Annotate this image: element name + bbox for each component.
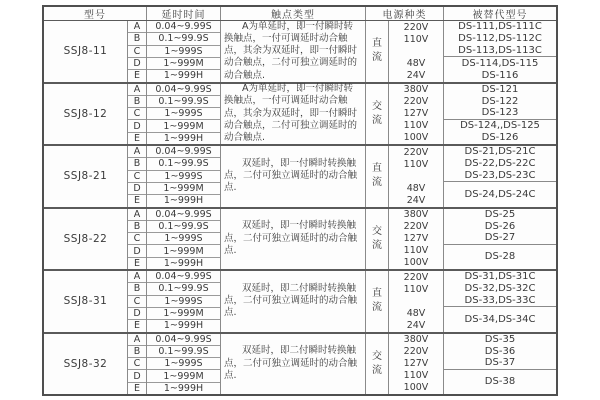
delay-time: 1~999M [147, 245, 220, 257]
delay-time: 0.1~99.9S [147, 33, 220, 45]
voltage: 100V [403, 257, 429, 269]
delay-time: 0.04~9.99S [147, 21, 220, 33]
replaced-models-lower [444, 307, 556, 331]
variant-letter: C [128, 233, 146, 245]
replaced-model: DS-111,DS-111C [458, 21, 542, 33]
variant-letter-column [128, 334, 147, 395]
delay-time: 0.04~9.99S [147, 334, 220, 346]
voltage [389, 45, 443, 57]
contact-type-text: A为单延时，即一付瞬时转换触点，一付可调延时动合触点，其余为双延时，即一付瞬时动合触点，二付可独立调延时的动合触点. [224, 20, 358, 81]
variant-letter-column [128, 146, 147, 207]
power-kind-label: 直流 [372, 38, 382, 64]
voltage: 110V [403, 283, 429, 295]
replaced-models-column [444, 84, 556, 145]
replaced-model: DS-34,DS-34C [464, 313, 536, 325]
voltage: 48V [406, 57, 426, 69]
variant-letter: C [128, 46, 146, 58]
voltage: 127V [403, 233, 429, 245]
delay-time-column [147, 209, 221, 270]
delay-time: 1~999S [147, 233, 220, 245]
delay-time: 0.1~99.9S [147, 158, 220, 170]
voltage: 48V [406, 182, 426, 194]
variant-letter: B [128, 33, 146, 45]
variant-letter-column [128, 209, 147, 270]
replaced-model: DS-37 [484, 357, 516, 369]
voltage: 24V [406, 69, 426, 81]
power-kind-label: 直流 [372, 163, 382, 189]
variant-letter: C [128, 108, 146, 120]
replaced-models-lower [444, 57, 556, 81]
variant-letter: D [128, 120, 146, 132]
voltage [389, 295, 443, 307]
group-ssj8-21 [44, 144, 556, 207]
power-kind-cell [366, 84, 389, 145]
voltage: 24V [406, 319, 426, 331]
variant-letter: A [128, 146, 146, 158]
variant-letter-column [128, 21, 147, 82]
delay-time: 0.04~9.99S [147, 271, 220, 283]
power-kind-cell [366, 271, 389, 332]
header-delay-time: 延时时间 [147, 7, 221, 20]
delay-time: 0.04~9.99S [147, 84, 220, 96]
replaced-model: DS-24,DS-24C [464, 188, 536, 200]
delay-time: 0.1~99.9S [147, 96, 220, 108]
variant-letter: D [128, 183, 146, 195]
delay-time: 1~999S [147, 296, 220, 308]
delay-time: 1~999S [147, 171, 220, 183]
voltage: 220V [403, 271, 429, 283]
replaced-model: DS-32,DS-32C [464, 283, 536, 295]
voltage: 110V [403, 33, 429, 45]
replaced-models-column [444, 146, 556, 207]
delay-time: 0.04~9.99S [147, 209, 220, 221]
replaced-model: DS-21,DS-21C [464, 146, 536, 158]
variant-letter: E [133, 195, 140, 207]
contact-type-description [221, 21, 366, 82]
variant-letter: E [133, 132, 140, 144]
group-ssj8-11 [44, 21, 556, 82]
contact-type-description [221, 84, 366, 145]
voltage [389, 170, 443, 182]
replaced-models-lower [444, 370, 556, 394]
model-name: SSJ8-12 [44, 84, 128, 145]
voltage-column [389, 84, 444, 145]
replaced-models-upper [444, 334, 556, 370]
delay-time: 1~999S [147, 108, 220, 120]
variant-letter: A [128, 209, 146, 221]
voltage: 220V [403, 146, 429, 158]
voltage: 110V [403, 158, 429, 170]
delay-time-column [147, 84, 221, 145]
delay-time: 1~999M [147, 183, 220, 195]
voltage: 380V [403, 334, 429, 346]
delay-time: 1~999M [147, 120, 220, 132]
group-ssj8-22 [44, 207, 556, 270]
contact-type-description [221, 209, 366, 270]
replaced-model: DS-33,DS-33C [464, 294, 536, 306]
variant-letter: A [128, 84, 146, 96]
variant-letter: B [128, 221, 146, 233]
contact-type-text: 双延时，即一付瞬时转换触点，二付可独立调延时的动合触点. [224, 220, 358, 256]
delay-time: 1~999M [147, 58, 220, 70]
table-header-row [44, 7, 556, 21]
voltage: 127V [403, 108, 429, 120]
contact-type-description [221, 146, 366, 207]
replaced-models-upper [444, 146, 556, 182]
voltage-column [389, 146, 444, 207]
replaced-model: DS-31,DS-31C [464, 271, 536, 283]
power-kind-cell [366, 209, 389, 270]
delay-time: 0.1~99.9S [147, 221, 220, 233]
header-model: 型号 [44, 7, 147, 20]
variant-letter: D [128, 58, 146, 70]
replaced-models-lower [444, 245, 556, 269]
voltage: 110V [403, 370, 429, 382]
voltage-column [389, 209, 444, 270]
variant-letter: C [128, 171, 146, 183]
power-kind-cell [366, 146, 389, 207]
variant-letter: D [128, 370, 146, 382]
variant-letter-column [128, 84, 147, 145]
variant-letter: B [128, 283, 146, 295]
voltage-column [389, 334, 444, 395]
replaced-models-upper [444, 84, 556, 120]
variant-letter: D [128, 308, 146, 320]
replaced-models-lower [444, 120, 556, 144]
variant-letter: B [128, 158, 146, 170]
header-power-type: 电源种类 [366, 7, 444, 20]
power-kind-label: 交流 [372, 225, 382, 251]
replaced-model: DS-113,DS-113C [458, 44, 542, 56]
replaced-model: DS-123 [481, 107, 519, 119]
variant-letter: E [133, 70, 140, 82]
replaced-model: DS-27 [484, 232, 516, 244]
delay-time-column [147, 146, 221, 207]
replaced-model: DS-35 [484, 333, 516, 345]
delay-time: 1~999H [163, 70, 204, 82]
replaced-model: DS-22,DS-22C [464, 158, 536, 170]
variant-letter: D [128, 245, 146, 257]
replaced-model: DS-112,DS-112C [458, 33, 542, 45]
delay-time: 1~999H [163, 382, 204, 394]
voltage: 110V [403, 245, 429, 257]
group-ssj8-31 [44, 269, 556, 332]
replaced-models-column [444, 334, 556, 395]
voltage-column [389, 271, 444, 332]
replaced-model: DS-38 [484, 376, 516, 388]
voltage: 100V [403, 382, 429, 394]
replaced-model: DS-121 [481, 83, 519, 95]
variant-letter: A [128, 271, 146, 283]
delay-time: 1~999H [163, 320, 204, 332]
voltage: 380V [403, 84, 429, 96]
delay-time: 1~999H [163, 257, 204, 269]
replaced-model: DS-26 [484, 220, 516, 232]
replaced-model: DS-23,DS-23C [464, 169, 536, 181]
delay-time-column [147, 271, 221, 332]
voltage: 110V [403, 120, 429, 132]
model-name: SSJ8-11 [44, 21, 128, 82]
delay-time-column [147, 21, 221, 82]
variant-letter: E [133, 382, 140, 394]
replaced-model: DS-116 [481, 69, 519, 81]
header-replaced-model: 被替代型号 [472, 10, 528, 21]
model-name: SSJ8-31 [44, 271, 128, 332]
variant-letter: A [128, 334, 146, 346]
delay-time-column [147, 334, 221, 395]
power-kind-cell [366, 334, 389, 395]
voltage: 48V [406, 307, 426, 319]
delay-time: 1~999H [163, 195, 204, 207]
delay-time: 1~999S [147, 46, 220, 58]
power-kind-label: 直流 [372, 288, 382, 314]
replaced-model: DS-36 [484, 345, 516, 357]
delay-time: 0.1~99.9S [147, 283, 220, 295]
group-ssj8-32 [44, 332, 556, 395]
replaced-models-column [444, 209, 556, 270]
voltage: 220V [403, 346, 429, 358]
replaced-models-upper [444, 21, 556, 57]
contact-type-text: 双延时，即二付瞬时转换触点，二付可独立调延时的动合触点. [224, 345, 358, 381]
replaced-models-column [444, 21, 556, 82]
replaced-model: DS-28 [484, 251, 516, 263]
contact-type-description [221, 271, 366, 332]
voltage: 24V [406, 194, 426, 206]
variant-letter: B [128, 96, 146, 108]
contact-type-description [221, 334, 366, 395]
contact-type-text: A为单延时，即一付瞬时转换触点，一付可调延时动合触点，其余为双延时，即一付瞬时动合触点，二付可独立调延时的动合触点. [224, 83, 358, 144]
voltage: 127V [403, 358, 429, 370]
replaced-model: DS-122 [481, 95, 519, 107]
variant-letter: E [133, 320, 140, 332]
voltage-column [389, 21, 444, 82]
contact-type-text: 双延时，即一付瞬时转换触点，二付可独立调延时的动合触点. [224, 157, 358, 194]
delay-time: 1~999M [147, 308, 220, 320]
voltage: 220V [403, 96, 429, 108]
variant-letter: E [133, 257, 140, 269]
power-kind-label: 交流 [372, 100, 382, 126]
replaced-model: DS-25 [484, 208, 516, 220]
variant-letter: B [128, 346, 146, 358]
replaced-model: DS-124,,DS-125 [460, 120, 540, 132]
voltage: 220V [403, 21, 429, 33]
relay-spec-table [42, 5, 558, 396]
replaced-models-column [444, 271, 556, 332]
variant-letter: A [128, 21, 146, 33]
delay-time: 0.1~99.9S [147, 346, 220, 358]
replaced-models-lower [444, 182, 556, 206]
replaced-model: DS-114,DS-115 [461, 57, 539, 69]
voltage: 100V [403, 132, 429, 144]
delay-time: 1~999H [163, 132, 204, 144]
delay-time: 1~999M [147, 370, 220, 382]
replaced-models-upper [444, 271, 556, 307]
variant-letter-column [128, 271, 147, 332]
header-contact-type: 触点类型 [221, 7, 366, 20]
group-ssj8-12 [44, 82, 556, 145]
model-name: SSJ8-21 [44, 146, 128, 207]
variant-letter: C [128, 296, 146, 308]
delay-time: 0.04~9.99S [147, 146, 220, 158]
power-kind-label: 交流 [372, 350, 382, 376]
voltage: 220V [403, 221, 429, 233]
delay-time: 1~999S [147, 358, 220, 370]
contact-type-text: 双延时，即二付瞬时转换触点，二付可独立调延时的动合触点. [224, 282, 358, 319]
voltage: 380V [403, 209, 429, 221]
power-kind-cell [366, 21, 389, 82]
model-name: SSJ8-32 [44, 334, 128, 395]
replaced-models-upper [444, 209, 556, 245]
model-name: SSJ8-22 [44, 209, 128, 270]
replaced-model: DS-126 [481, 132, 519, 144]
variant-letter: C [128, 358, 146, 370]
